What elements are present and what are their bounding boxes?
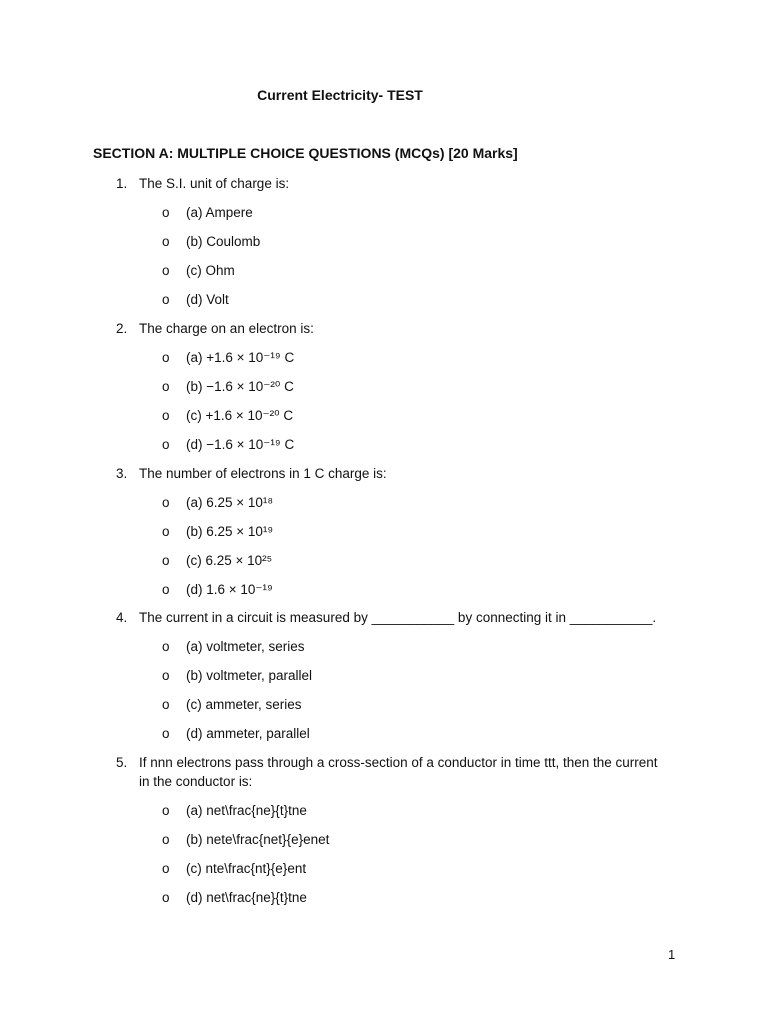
bullet-marker: o	[162, 553, 170, 568]
option-text: (a) 6.25 × 10¹⁸	[186, 495, 274, 510]
option-text: (c) nte\frac{nt}{e}ent	[186, 861, 307, 876]
option-text: (c) 6.25 × 10²⁵	[186, 553, 273, 568]
option-text: (d) −1.6 × 10⁻¹⁹ C	[186, 437, 295, 452]
bullet-marker: o	[162, 726, 170, 741]
section-heading: SECTION A: MULTIPLE CHOICE QUESTIONS (MCQs) [20 Marks]	[93, 145, 518, 161]
option-text: (a) voltmeter, series	[186, 639, 305, 654]
option-text: (b) voltmeter, parallel	[186, 668, 313, 683]
question-number: 2.	[116, 321, 128, 336]
bullet-marker: o	[162, 234, 170, 249]
bullet-marker: o	[162, 263, 170, 278]
question-number: 3.	[116, 466, 128, 481]
option-text: (c) Ohm	[186, 263, 235, 278]
bullet-marker: o	[162, 379, 170, 394]
option-text: (b) Coulomb	[186, 234, 261, 249]
option-text: (a) Ampere	[186, 205, 253, 220]
question-text: The S.I. unit of charge is:	[139, 176, 290, 191]
bullet-marker: o	[162, 803, 170, 818]
page-number: 1	[668, 947, 676, 962]
question-number: 5.	[116, 755, 128, 770]
bullet-marker: o	[162, 668, 170, 683]
bullet-marker: o	[162, 408, 170, 423]
option-text: (b) −1.6 × 10⁻²⁰ C	[186, 379, 294, 394]
bullet-marker: o	[162, 861, 170, 876]
test-title: Current Electricity- TEST	[257, 87, 423, 103]
bullet-marker: o	[162, 350, 170, 365]
bullet-marker: o	[162, 437, 170, 452]
question-text: The current in a circuit is measured by ___________ by connecting it in ___________.	[139, 610, 657, 625]
question-text: If nnn electrons pass through a cross-section of a conductor in time ttt, then the current in the conductor is:	[139, 755, 658, 789]
bullet-marker: o	[162, 524, 170, 539]
bullet-marker: o	[162, 292, 170, 307]
bullet-marker: o	[162, 205, 170, 220]
option-text: (d) 1.6 × 10⁻¹⁹	[186, 582, 273, 597]
question-text: The charge on an electron is:	[139, 321, 314, 336]
option-text: (d) net\frac{ne}{t}tne	[186, 890, 307, 905]
option-text: (b) 6.25 × 10¹⁹	[186, 524, 274, 539]
question-number: 1.	[116, 176, 128, 191]
option-text: (d) ammeter, parallel	[186, 726, 310, 741]
bullet-marker: o	[162, 495, 170, 510]
option-text: (b) nete\frac{net}{e}enet	[186, 832, 330, 847]
option-text: (c) +1.6 × 10⁻²⁰ C	[186, 408, 294, 423]
bullet-marker: o	[162, 890, 170, 905]
option-text: (d) Volt	[186, 292, 229, 307]
bullet-marker: o	[162, 832, 170, 847]
bullet-marker: o	[162, 697, 170, 712]
question-number: 4.	[116, 610, 128, 625]
option-text: (a) +1.6 × 10⁻¹⁹ C	[186, 350, 295, 365]
option-text: (a) net\frac{ne}{t}tne	[186, 803, 307, 818]
bullet-marker: o	[162, 582, 170, 597]
option-text: (c) ammeter, series	[186, 697, 302, 712]
bullet-marker: o	[162, 639, 170, 654]
question-text: The number of electrons in 1 C charge is:	[139, 466, 387, 481]
